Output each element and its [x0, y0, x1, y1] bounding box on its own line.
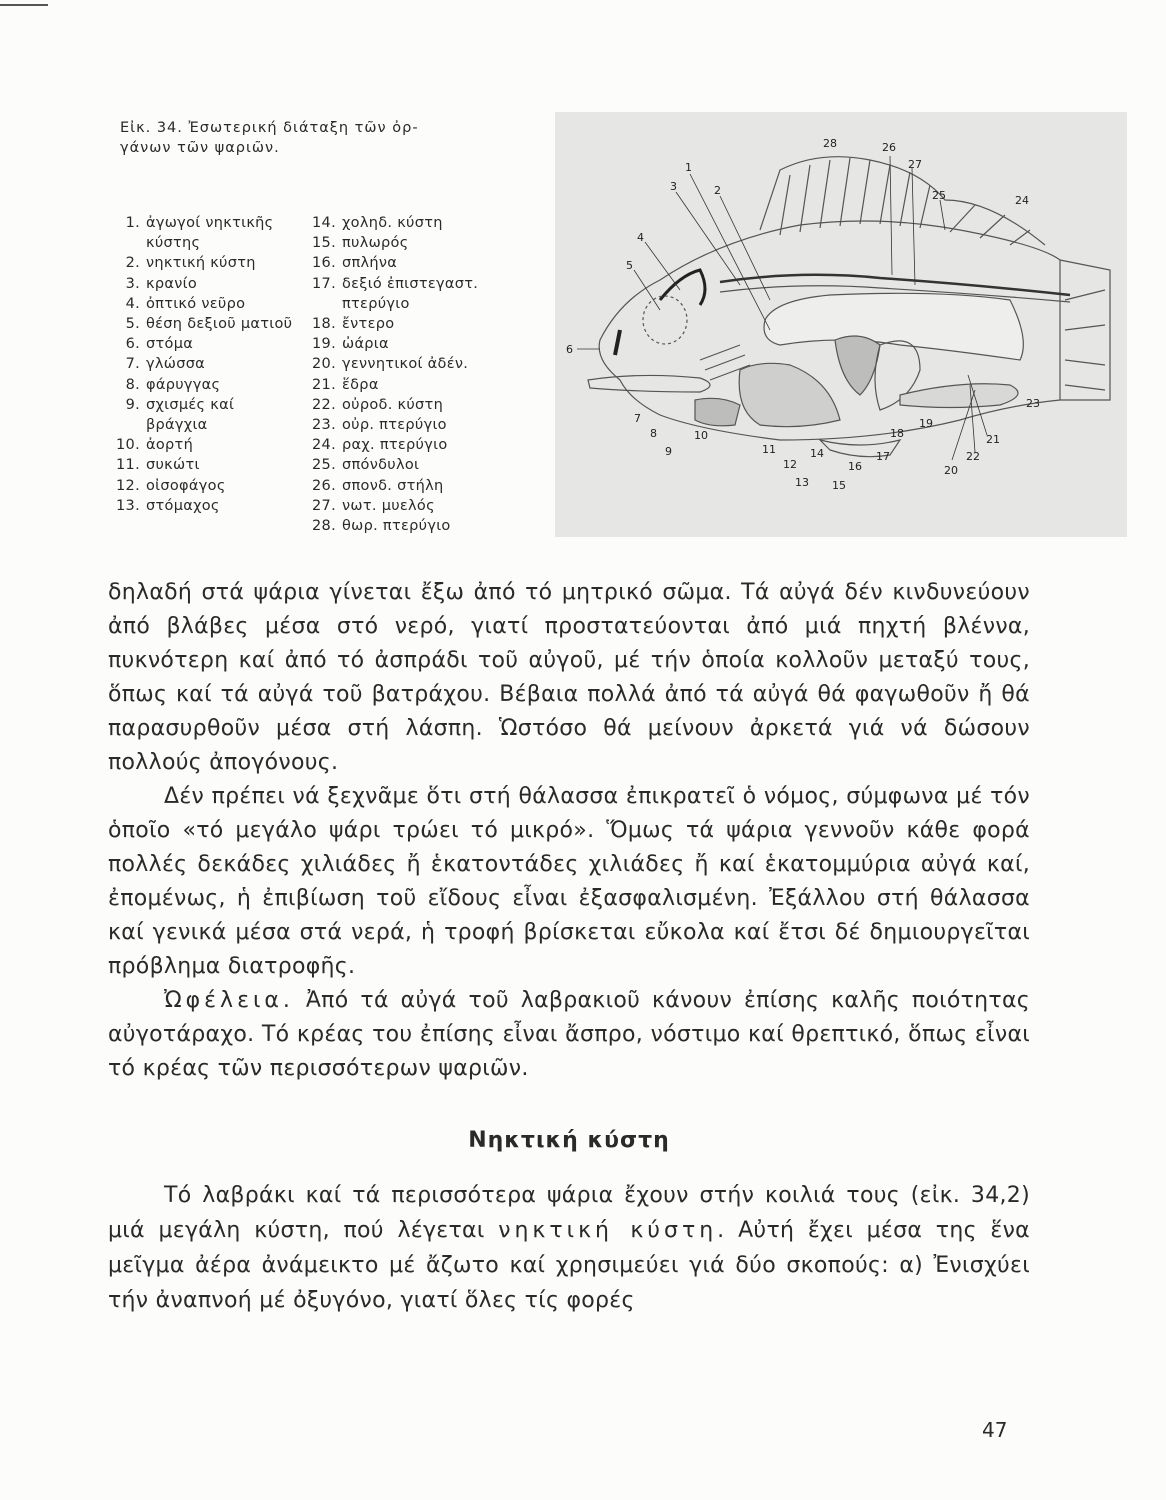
legend-item — [112, 354, 298, 374]
figure-label-20: 20 — [944, 464, 958, 477]
paragraph: Δέν πρέπει νά ξεχνᾶμε ὅτι στή θάλασσα ἐπικρατεῖ ὁ νόμος, σύμφωνα μέ τόν ὁποῖο «τό μεγάλο ψάρι τρώει τό μικρό». Ὅμως τά ψάρια γεννοῦν κάθε φορά πολλές δεκάδες χιλιάδες ἤ ἑκατοντάδες χιλιάδες ἤ καί ἑκατομμύρια αὐγά καί, ἐπομένως, ἡ ἐπιβίωση τοῦ εἴδους εἶναι ἐξασφαλισμένη. Ἐξάλλου στή θάλασσα καί γενικά μέσα στά νερά, ἡ τροφή βρίσκεται εὔκολα καί ἔτσι δέ δημιουργεῖται πρόβλημα διατροφῆς. — [108, 784, 1030, 979]
legend-text: στόμα — [146, 336, 194, 353]
legend-item — [308, 274, 532, 314]
legend-item — [112, 455, 298, 475]
legend-number: 3. — [125, 275, 140, 292]
figure-label-19: 19 — [919, 417, 933, 430]
legend-text: οἰσοφάγος — [146, 477, 226, 494]
legend-text: γλώσσα — [146, 356, 206, 373]
legend-number: 19. — [312, 336, 336, 353]
figure-label-18: 18 — [890, 427, 904, 440]
figure-label-2: 2 — [714, 184, 721, 197]
figure-label-14: 14 — [810, 447, 824, 460]
legend-text: δεξιό ἐπιστεγαστ. πτερύγιο — [342, 275, 479, 312]
legend-item — [308, 476, 532, 496]
figure-label-7: 7 — [634, 412, 641, 425]
legend-text: φάρυγγας — [146, 376, 221, 393]
figure-label-23: 23 — [1026, 397, 1040, 410]
legend-text: χοληδ. κύστη — [342, 215, 443, 231]
figure-label-28: 28 — [823, 137, 837, 150]
legend-item — [308, 354, 532, 374]
legend-number: 13. — [116, 497, 140, 514]
legend-text: ὀπτικό νεῦρο — [146, 295, 246, 312]
figure-label-12: 12 — [783, 458, 797, 471]
legend-text: θέση δεξιοῦ ματιοῦ — [146, 316, 293, 333]
figure-label-3: 3 — [670, 180, 677, 193]
legend-item — [112, 334, 298, 354]
legend-text: ὠάρια — [342, 336, 389, 353]
figure-label-13: 13 — [795, 476, 809, 489]
legend-item — [308, 455, 532, 475]
legend-number: 28. — [312, 518, 336, 535]
legend-item — [308, 435, 532, 455]
figure-label-6: 6 — [566, 343, 573, 356]
legend-number: 2. — [125, 255, 140, 272]
legend-item — [308, 253, 532, 273]
caption-line: Εἰκ. 34. Ἐσωτερική διάταξη τῶν ὀρ- — [120, 120, 419, 136]
legend-number: 17. — [312, 275, 336, 292]
legend-text: γεννητικοί ἀδέν. — [342, 356, 469, 373]
legend-number: 14. — [312, 215, 336, 231]
legend-text: ἀορτή — [146, 437, 194, 454]
legend-number: 10. — [116, 437, 140, 454]
page-text-flow — [108, 576, 1030, 1318]
legend-number: 23. — [312, 417, 336, 434]
legend-number: 9. — [125, 396, 140, 413]
legend-item — [112, 294, 298, 314]
legend-number: 8. — [125, 376, 140, 393]
figure-label-9: 9 — [665, 445, 672, 458]
figure-label-25: 25 — [932, 189, 946, 202]
paragraph: δηλαδή στά ψάρια γίνεται ἔξω ἀπό τό μητρικό σῶμα. Τά αὐγά δέν κινδυνεύουν ἀπό βλάβες μέσα στό νερό, γιατί προστατεύονται ἀπό μιά πηχτή βλέννα, πυκνότερη καί ἀπό τό ἀσπράδι τοῦ αὐγοῦ, μέ τήν ὁποία κολλοῦν μεταξύ τους, ὅπως καί τά αὐγά τοῦ βατράχου. Βέβαια πολλά ἀπό τά αὐγά θά φαγωθοῦν ἤ θά παρασυρθοῦν μέσα στή λάσπη. Ὡστόσο θά μείνουν ἀρκετά γιά νά δώσουν πολλούς ἀπογόνους. — [108, 580, 1030, 775]
legend-item — [308, 375, 532, 395]
legend-item — [112, 375, 298, 395]
legend-text: σπλήνα — [342, 255, 398, 272]
legend-text: ἕδρα — [342, 376, 379, 393]
legend-text: συκώτι — [146, 457, 200, 474]
legend-item — [112, 274, 298, 294]
legend-number: 18. — [312, 316, 336, 333]
legend-text: σπονδ. στήλη — [342, 477, 444, 494]
emphasized-term: νηκτική κύστη — [498, 1218, 718, 1243]
figure-label-15: 15 — [832, 479, 846, 492]
legend-number: 7. — [125, 356, 140, 373]
body-text — [108, 576, 1030, 1086]
section-body — [108, 1178, 1030, 1318]
legend-text: ραχ. πτερύγιο — [342, 437, 448, 454]
figure-label-17: 17 — [876, 450, 890, 463]
legend-number: 21. — [312, 376, 336, 393]
legend-column-left — [112, 213, 298, 516]
section-heading: Νηκτική κύστη — [468, 1128, 670, 1153]
figure-label-4: 4 — [637, 231, 644, 244]
legend-number: 5. — [125, 316, 140, 333]
figure-label-27: 27 — [908, 158, 922, 171]
figure-caption — [120, 118, 520, 158]
paragraph-text: Τό λαβράκι καί τά περισσότερα ψάρια ἔχουν στήν κοιλιά τους (εἰκ. 34,2) μιά μεγάλη κύστη, πού λέγεται — [108, 1183, 1030, 1243]
legend-item — [308, 496, 532, 516]
legend-item — [112, 314, 298, 334]
figure-label-11: 11 — [762, 443, 776, 456]
legend-text: οὐρ. πτερύγιο — [342, 417, 447, 434]
legend-item — [112, 496, 298, 516]
figure-label-5: 5 — [626, 259, 633, 272]
paragraph-text: Ἀπό τά αὐγά τοῦ λαβρακιοῦ κάνουν ἐπίσης καλῆς ποιότητας αὐγοτάραχο. Τό κρέας του ἐπίσης εἶναι ἄσπρο, νόστιμο καί θρεπτικό, ὅπως εἶναι τό κρέας τῶν περισσότερων ψαριῶν. — [108, 988, 1030, 1081]
legend-number: 16. — [312, 255, 336, 272]
paragraph — [108, 1178, 1030, 1318]
page-number: 47 — [982, 1418, 1008, 1442]
paragraph — [108, 984, 1030, 1086]
legend-item — [112, 435, 298, 455]
legend-text: ἀγωγοί νηκτικῆς κύστης — [146, 215, 274, 252]
legend-number: 12. — [116, 477, 140, 494]
legend-text: νωτ. μυελός — [342, 497, 435, 514]
legend-number: 4. — [125, 295, 140, 312]
legend-number: 1. — [125, 215, 140, 231]
legend-item — [308, 334, 532, 354]
figure-label-24: 24 — [1015, 194, 1029, 207]
legend-column-right — [308, 213, 532, 536]
figure-label-26: 26 — [882, 141, 896, 154]
caption-line: γάνων τῶν ψαριῶν. — [120, 140, 280, 156]
legend-text: ἔντερο — [342, 316, 395, 333]
legend-item — [308, 213, 532, 233]
legend-text: θωρ. πτερύγιο — [342, 518, 451, 535]
legend-number: 15. — [312, 235, 336, 252]
legend-text: οὐροδ. κύστη — [342, 396, 444, 413]
legend-number: 6. — [125, 336, 140, 353]
figure-label-21: 21 — [986, 433, 1000, 446]
legend-text: σπόνδυλοι — [342, 457, 420, 474]
fish-diagram — [555, 112, 1127, 537]
legend-number: 20. — [312, 356, 336, 373]
figure-label-16: 16 — [848, 460, 862, 473]
legend-number: 24. — [312, 437, 336, 454]
legend-item — [308, 233, 532, 253]
legend-number: 22. — [312, 396, 336, 413]
legend-item — [112, 395, 298, 435]
figure-label-22: 22 — [966, 450, 980, 463]
legend-item — [112, 253, 298, 273]
legend-text: στόμαχος — [146, 497, 220, 514]
legend-number: 26. — [312, 477, 336, 494]
legend-item — [112, 213, 298, 253]
legend-number: 11. — [116, 457, 140, 474]
legend-text: σχισμές καί βράγχια — [146, 396, 235, 434]
paragraph-text: . Αὐτή ἔχει μέσα της ἕνα μεῖγμα ἀέρα ἀνάμεικτο μέ ἄζωτο καί χρησιμεύει γιά δύο σκοπούς: α) Ἐνισχύει τήν ἀναπνοή μέ ὀξυγόνο, γιατί ὅλες τίς φορές — [108, 1218, 1030, 1313]
figure-label-1: 1 — [685, 161, 692, 174]
legend-item — [308, 314, 532, 334]
scan-artifact — [0, 4, 48, 6]
benefit-label: Ὠφέλεια. — [164, 988, 294, 1013]
legend-number: 27. — [312, 497, 336, 514]
legend-item — [308, 415, 532, 435]
legend-number: 25. — [312, 457, 336, 474]
legend-item — [308, 395, 532, 415]
legend-text: νηκτική κύστη — [146, 255, 256, 272]
figure-label-10: 10 — [694, 429, 708, 442]
legend-item — [112, 476, 298, 496]
legend-text: κρανίο — [146, 275, 197, 292]
legend-item — [308, 516, 532, 536]
legend-text: πυλωρός — [342, 235, 409, 252]
fish-anatomy-figure — [555, 112, 1127, 537]
figure-label-8: 8 — [650, 427, 657, 440]
